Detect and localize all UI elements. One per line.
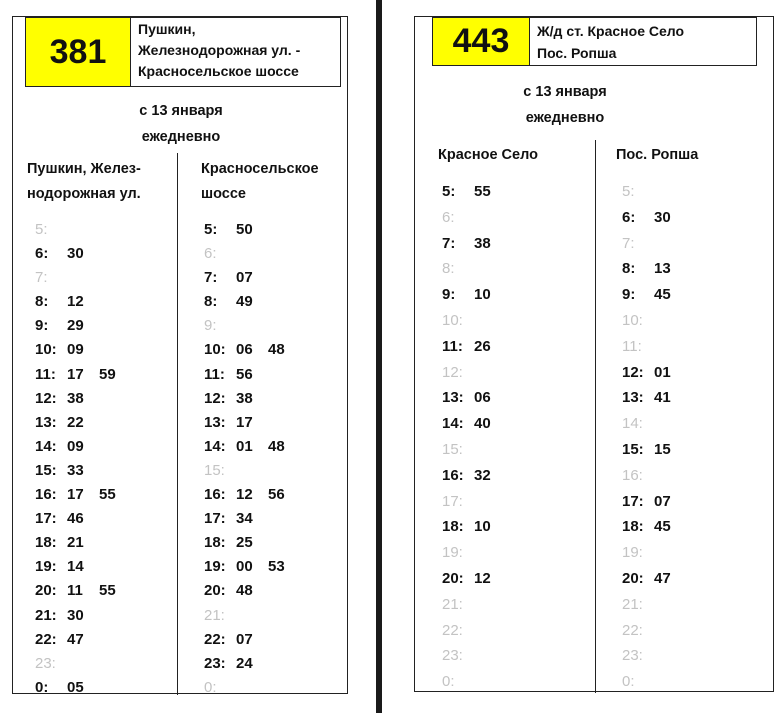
hour-label: 17:: [622, 492, 644, 510]
timetable-row: [442, 463, 506, 489]
departure-minute: 21: [67, 534, 84, 552]
hour-label: 0:: [204, 678, 217, 696]
timetable-row: [442, 592, 506, 618]
hour-label: 8:: [35, 293, 49, 311]
hour-label: 15:: [622, 440, 644, 458]
hour-label: 16:: [622, 466, 643, 484]
timetable-row: [442, 385, 506, 411]
departure-minute: 38: [474, 234, 491, 252]
departure-minute: 29: [67, 317, 84, 335]
hour-label: 19:: [622, 544, 643, 562]
hour-label: 5:: [204, 221, 218, 238]
departure-minute: 25: [236, 534, 253, 552]
departure-minute: 32: [474, 466, 491, 484]
departure-minute: 07: [236, 630, 253, 648]
column-title: [438, 143, 538, 168]
timetable-row: [204, 218, 300, 242]
route-header: [432, 17, 757, 66]
departure-minute: 48: [268, 341, 285, 359]
column-separator: [595, 140, 596, 693]
hour-label: 23:: [35, 654, 56, 672]
departure-minute: 12: [474, 569, 491, 587]
hour-label: 5:: [35, 221, 48, 238]
hour-label: 11:: [35, 365, 56, 383]
column-title-line: шоссе: [201, 186, 246, 202]
timetable-row: [35, 604, 131, 628]
hour-label: 22:: [442, 621, 463, 639]
route-number-badge: 381: [26, 18, 131, 86]
timetable-row: [204, 531, 300, 555]
timetable-row: [622, 179, 686, 205]
departure-minute: 45: [654, 286, 671, 304]
departure-minute: 07: [236, 269, 253, 287]
route-name: [530, 18, 684, 65]
hour-label: 6:: [622, 208, 636, 226]
hour-label: 7:: [204, 269, 218, 287]
departure-minute: 34: [236, 510, 253, 528]
hour-label: 5:: [622, 183, 635, 200]
route-name: [131, 18, 300, 86]
timetable-row: [622, 669, 686, 695]
departure-minute: 10: [474, 286, 491, 304]
hour-label: 8:: [442, 260, 455, 278]
departure-minute: 55: [474, 183, 491, 200]
hour-label: 22:: [204, 630, 226, 648]
timetable-row: [442, 334, 506, 360]
hour-label: 10:: [622, 311, 643, 329]
hour-label: 12:: [442, 363, 463, 381]
timetable-row: [204, 652, 300, 676]
route-name-line: Железнодорожная ул. -: [138, 42, 301, 58]
route-name-line: Красносельское шоссе: [138, 63, 299, 79]
hour-label: 11:: [204, 365, 225, 383]
route-name-line: Пос. Ропша: [537, 45, 617, 61]
column-title-line: Пос. Ропша: [616, 147, 699, 163]
timetable-row: [204, 266, 300, 290]
column-title-line: Красное Село: [438, 147, 538, 163]
departure-minute: 30: [654, 208, 671, 226]
hour-label: 20:: [622, 569, 644, 587]
hour-label: 18:: [622, 518, 644, 536]
timetable-row: [204, 676, 300, 700]
timetable-row: [204, 314, 300, 338]
hour-label: 18:: [442, 518, 464, 536]
hour-label: 23:: [204, 654, 226, 672]
hour-label: 19:: [442, 544, 463, 562]
hour-label: 12:: [204, 389, 226, 407]
timetable-row: [442, 643, 506, 669]
timetable-card-381: [12, 16, 348, 694]
timetable-row: [622, 231, 686, 257]
timetable-row: [442, 566, 506, 592]
timetable-row: [442, 437, 506, 463]
departure-minute: 30: [67, 606, 84, 624]
timetable-row: [442, 514, 506, 540]
timetable-row: [442, 308, 506, 334]
departure-minute: 48: [268, 437, 285, 455]
timetable-row: [35, 242, 131, 266]
departure-minute: 49: [236, 293, 253, 311]
hour-label: 20:: [204, 582, 226, 600]
hour-label: 19:: [35, 558, 57, 576]
hour-label: 22:: [622, 621, 643, 639]
schedule-column-krasnoe-selo: [438, 143, 538, 691]
hour-label: 17:: [35, 510, 57, 528]
hour-label: 21:: [204, 606, 225, 624]
departure-minute: 59: [99, 365, 116, 383]
departure-rows: [622, 179, 686, 695]
timetable-row: [204, 555, 300, 579]
timetable-card-443: [414, 16, 774, 692]
timetable-row: [442, 282, 506, 308]
hour-label: 6:: [442, 208, 455, 226]
timetable-row: [204, 435, 300, 459]
column-title: [616, 143, 698, 168]
departure-minute: 17: [236, 413, 253, 431]
departure-minute: 01: [654, 363, 671, 381]
hour-label: 13:: [204, 413, 226, 431]
departure-minute: 12: [236, 486, 253, 504]
timetable-row: [442, 489, 506, 515]
timetable-row: [204, 411, 300, 435]
departure-minute: 30: [67, 245, 84, 263]
hour-label: 8:: [622, 260, 636, 278]
hour-label: 10:: [35, 341, 57, 359]
timetable-row: [35, 266, 131, 290]
hour-label: 11:: [442, 337, 463, 355]
departure-minute: 05: [67, 678, 84, 696]
hour-label: 9:: [622, 286, 636, 304]
timetable-row: [204, 290, 300, 314]
departure-minute: 24: [236, 654, 253, 672]
departure-minute: 15: [654, 440, 671, 458]
timetable-row: [204, 507, 300, 531]
departure-minute: 01: [236, 437, 253, 455]
departure-minute: 09: [67, 437, 84, 455]
hour-label: 12:: [622, 363, 644, 381]
timetable-row: [204, 363, 300, 387]
timetable-row: [622, 540, 686, 566]
hour-label: 17:: [204, 510, 226, 528]
hour-label: 17:: [442, 492, 463, 510]
timetable-row: [442, 618, 506, 644]
timetable-row: [622, 256, 686, 282]
departure-rows: [204, 218, 300, 700]
timetable-row: [35, 507, 131, 531]
hour-label: 14:: [442, 415, 464, 433]
timetable-row: [622, 334, 686, 360]
timetable-row: [622, 360, 686, 386]
departure-minute: 14: [67, 558, 84, 576]
hour-label: 16:: [442, 466, 464, 484]
departure-minute: 55: [99, 486, 116, 504]
schedule-notes: [13, 98, 349, 150]
timetable-row: [35, 363, 131, 387]
schedule-notes: [415, 79, 715, 131]
timetable-row: [35, 218, 131, 242]
departure-minute: 50: [236, 221, 253, 238]
timetable-row: [622, 643, 686, 669]
hour-label: 6:: [204, 245, 217, 263]
hour-label: 22:: [35, 630, 57, 648]
hour-label: 0:: [35, 678, 49, 696]
timetable-row: [35, 290, 131, 314]
departure-minute: 38: [67, 389, 84, 407]
date-note: с 13 января: [523, 84, 607, 100]
hour-label: 18:: [35, 534, 57, 552]
route-name-line: Ж/д ст. Красное Село: [537, 23, 685, 39]
timetable-row: [622, 592, 686, 618]
hour-label: 9:: [35, 317, 49, 335]
timetable-row: [35, 338, 131, 362]
schedule-column-krasnoselskoe: [201, 157, 319, 696]
departure-minute: 38: [236, 389, 253, 407]
schedule-column-ropsha: [616, 143, 699, 691]
column-title-line: нодорожная ул.: [27, 186, 141, 202]
hour-label: 16:: [204, 486, 226, 504]
timetable-row: [442, 669, 506, 695]
hour-label: 20:: [442, 569, 464, 587]
hour-label: 16:: [35, 486, 57, 504]
departure-minute: 00: [236, 558, 253, 576]
hour-label: 14:: [204, 437, 226, 455]
departure-minute: 48: [236, 582, 253, 600]
timetable-row: [442, 360, 506, 386]
timetable-row: [35, 676, 131, 700]
timetable-row: [35, 435, 131, 459]
hour-label: 23:: [622, 647, 643, 665]
timetable-row: [204, 483, 300, 507]
timetable-row: [622, 514, 686, 540]
departure-minute: 55: [99, 582, 116, 600]
departure-rows: [442, 179, 506, 695]
hour-label: 6:: [35, 245, 49, 263]
departure-minute: 33: [67, 461, 84, 479]
departure-minute: 13: [654, 260, 671, 278]
days-note: ежедневно: [141, 129, 221, 145]
timetable-row: [442, 179, 506, 205]
departure-minute: 22: [67, 413, 84, 431]
hour-label: 10:: [204, 341, 226, 359]
timetable-row: [35, 483, 131, 507]
departure-minute: 17: [67, 365, 84, 383]
departure-minute: 56: [268, 486, 285, 504]
timetable-row: [204, 604, 300, 628]
departure-minute: 06: [474, 389, 491, 407]
departure-minute: 26: [474, 337, 491, 355]
hour-label: 23:: [442, 647, 463, 665]
column-title-line: Пушкин, Желез-: [27, 161, 141, 177]
hour-label: 15:: [442, 440, 463, 458]
hour-label: 21:: [622, 595, 643, 613]
timetable-row: [204, 628, 300, 652]
route-number-badge: 443: [433, 18, 530, 65]
timetable-row: [204, 459, 300, 483]
departure-minute: 41: [654, 389, 671, 407]
timetable-row: [622, 463, 686, 489]
hour-label: 21:: [442, 595, 463, 613]
timetable-row: [442, 411, 506, 437]
timetable-row: [204, 387, 300, 411]
hour-label: 9:: [204, 317, 217, 335]
departure-minute: 46: [67, 510, 84, 528]
route-name-line: Пушкин,: [138, 21, 196, 37]
hour-label: 5:: [442, 183, 456, 200]
timetable-row: [622, 282, 686, 308]
hour-label: 7:: [442, 234, 456, 252]
hour-label: 18:: [204, 534, 226, 552]
timetable-row: [622, 437, 686, 463]
timetable-row: [622, 385, 686, 411]
departure-minute: 09: [67, 341, 84, 359]
timetable-row: [622, 411, 686, 437]
hour-label: 12:: [35, 389, 57, 407]
departure-minute: 53: [268, 558, 285, 576]
column-title: [27, 157, 141, 207]
timetable-row: [35, 579, 131, 603]
hour-label: 14:: [35, 437, 57, 455]
departure-minute: 10: [474, 518, 491, 536]
hour-label: 20:: [35, 582, 57, 600]
column-title: [201, 157, 319, 207]
timetable-row: [622, 308, 686, 334]
date-note: с 13 января: [139, 103, 223, 119]
timetable-row: [204, 579, 300, 603]
timetable-row: [35, 459, 131, 483]
timetable-row: [622, 205, 686, 231]
departure-minute: 11: [67, 582, 83, 600]
departure-minute: 17: [67, 486, 84, 504]
departure-rows: [35, 218, 131, 700]
timetable-row: [35, 387, 131, 411]
timetable-row: [622, 618, 686, 644]
departure-minute: 56: [236, 365, 253, 383]
hour-label: 13:: [35, 413, 57, 431]
route-header: [25, 17, 341, 87]
timetable-row: [35, 555, 131, 579]
hour-label: 9:: [442, 286, 456, 304]
timetable-row: [442, 540, 506, 566]
timetable-row: [622, 489, 686, 515]
hour-label: 14:: [622, 415, 643, 433]
departure-minute: 07: [654, 492, 671, 510]
hour-label: 0:: [622, 673, 635, 691]
hour-label: 7:: [35, 269, 48, 287]
hour-label: 8:: [204, 293, 218, 311]
hour-label: 0:: [442, 673, 455, 691]
departure-minute: 47: [67, 630, 84, 648]
timetable-row: [204, 242, 300, 266]
page-divider: [376, 0, 382, 713]
hour-label: 10:: [442, 311, 463, 329]
hour-label: 19:: [204, 558, 226, 576]
hour-label: 13:: [442, 389, 464, 407]
column-separator: [177, 153, 178, 695]
timetable-row: [35, 531, 131, 555]
hour-label: 21:: [35, 606, 57, 624]
timetable-row: [35, 652, 131, 676]
timetable-row: [204, 338, 300, 362]
timetable-row: [442, 205, 506, 231]
departure-minute: 40: [474, 415, 491, 433]
timetable-row: [35, 314, 131, 338]
hour-label: 7:: [622, 234, 635, 252]
departure-minute: 06: [236, 341, 253, 359]
schedule-column-pushkin: [27, 157, 141, 696]
timetable-row: [442, 231, 506, 257]
departure-minute: 12: [67, 293, 84, 311]
days-note: ежедневно: [525, 110, 605, 126]
departure-minute: 45: [654, 518, 671, 536]
hour-label: 15:: [35, 461, 57, 479]
departure-minute: 47: [654, 569, 671, 587]
timetable-row: [442, 256, 506, 282]
hour-label: 13:: [622, 389, 644, 407]
timetable-row: [622, 566, 686, 592]
timetable-row: [35, 411, 131, 435]
column-title-line: Красносельское: [201, 161, 319, 177]
timetable-row: [35, 628, 131, 652]
hour-label: 11:: [622, 337, 642, 355]
hour-label: 15:: [204, 461, 225, 479]
